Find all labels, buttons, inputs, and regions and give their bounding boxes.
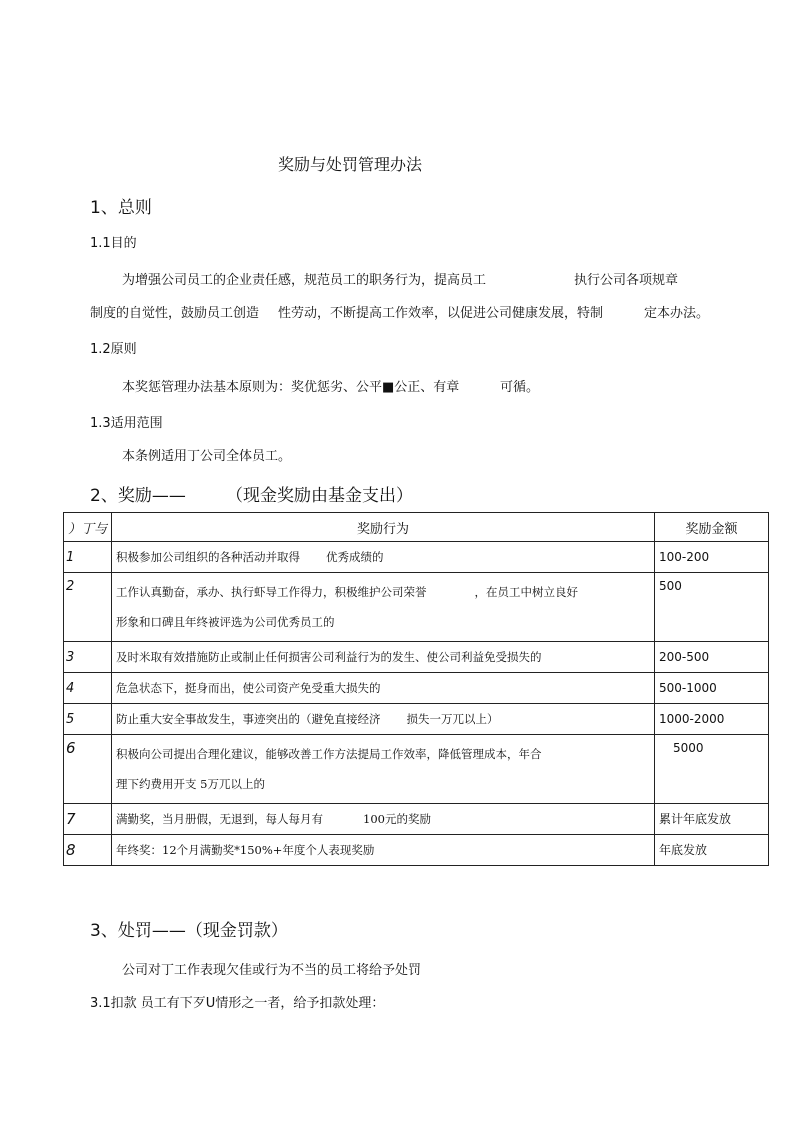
- section-2-heading: 2、奖励——: [90, 486, 186, 506]
- row-number: 6: [64, 735, 112, 804]
- row-action: 及时米取有效措施防止或制止任何损害公司利益行为的发生、使公司利益免受损失的: [112, 642, 655, 673]
- row-action: 防止重大安全事故发生，事迹突出的（避免直接经济 损失一万兀以上）: [112, 704, 655, 735]
- header-action: 奖励行为: [112, 513, 655, 542]
- row-amount: 500: [655, 573, 769, 642]
- row-action: 满勤奖，当月册假，无退到，每人每月有 100元的奖励: [112, 804, 655, 835]
- table-row: [64, 573, 769, 642]
- purpose-line-2c: 定本办法。: [644, 306, 710, 321]
- table-row: [64, 542, 769, 573]
- purpose-line-1b: 执行公司各项规章: [574, 273, 679, 288]
- row-number: 5: [64, 704, 112, 735]
- row-action: 积极参加公司组织的各种活动并取得 优秀成绩的: [112, 542, 655, 573]
- table-row: [64, 673, 769, 704]
- row-action: 积极向公司提出合理化建议，能够改善工作方法提局工作效率，降低管理成本，年合 理下约费用开支 5万兀以上的: [112, 735, 655, 804]
- section-2-subheading: （现金奖励由基金支出）: [226, 486, 413, 506]
- table-row: [64, 642, 769, 673]
- section-1-heading: 1、总则: [90, 198, 152, 218]
- row-number: 8: [64, 835, 112, 866]
- row-amount: 200-500: [655, 642, 769, 673]
- header-amount: 奖励金额: [655, 513, 769, 542]
- section-3-1-heading: 3.1扣款 员工有下歹U情形之一者，给予扣款处理：: [90, 996, 385, 1011]
- section-1-2-heading: 1.2原则: [90, 342, 137, 357]
- table-header-row: [64, 513, 769, 542]
- row-number: 1: [64, 542, 112, 573]
- table-row: [64, 704, 769, 735]
- row-number: 2: [64, 573, 112, 642]
- section-1-1-heading: 1.1目的: [90, 236, 137, 251]
- section-3-heading: 3、处罚——（现金罚款）: [90, 921, 288, 941]
- row-amount: 500-1000: [655, 673, 769, 704]
- table-row: [64, 835, 769, 866]
- section-1-3-heading: 1.3适用范围: [90, 416, 163, 431]
- scope-text: 本条例适用丁公司全体员工。: [122, 449, 292, 464]
- principle-text-a: 本奖惩管理办法基本原则为：奖优惩劣、公平■公正、有章: [122, 380, 460, 395]
- row-number: 4: [64, 673, 112, 704]
- header-number: ）丁与: [64, 513, 112, 542]
- row-number: 7: [64, 804, 112, 835]
- row-action: 工作认真勤奋，承办、执行虾导工作得力，积极维护公司荣誉 ，在员工中树立良好 形象和口碑且年终被评选为公司优秀员工的: [112, 573, 655, 642]
- row-amount: 年底发放: [655, 835, 769, 866]
- row-number: 3: [64, 642, 112, 673]
- principle-text-b: 可循。: [500, 380, 540, 395]
- table-row: [64, 804, 769, 835]
- purpose-line-1a: 为增强公司员工的企业责任感，规范员工的职务行为，提高员工: [122, 273, 487, 288]
- penalty-intro: 公司对丁工作表现欠佳或行为不当的员工将给予处罚: [122, 963, 422, 978]
- row-action: 年终奖：12个月满勤奖*150%+年度个人表现奖励: [112, 835, 655, 866]
- purpose-line-2a: 制度的自觉性，鼓励员工创造: [90, 306, 260, 321]
- reward-table: [63, 512, 769, 866]
- row-amount: 累计年底发放: [655, 804, 769, 835]
- row-action: 危急状态下，挺身而出，使公司资产免受重大损失的: [112, 673, 655, 704]
- table-row: [64, 735, 769, 804]
- purpose-line-2b: 性劳动，不断提高工作效率，以促进公司健康发展，特制: [278, 306, 604, 321]
- row-amount: 1000-2000: [655, 704, 769, 735]
- row-amount: 5000: [655, 735, 769, 804]
- page-title: 奖励与处罚管理办法: [278, 155, 423, 174]
- row-amount: 100-200: [655, 542, 769, 573]
